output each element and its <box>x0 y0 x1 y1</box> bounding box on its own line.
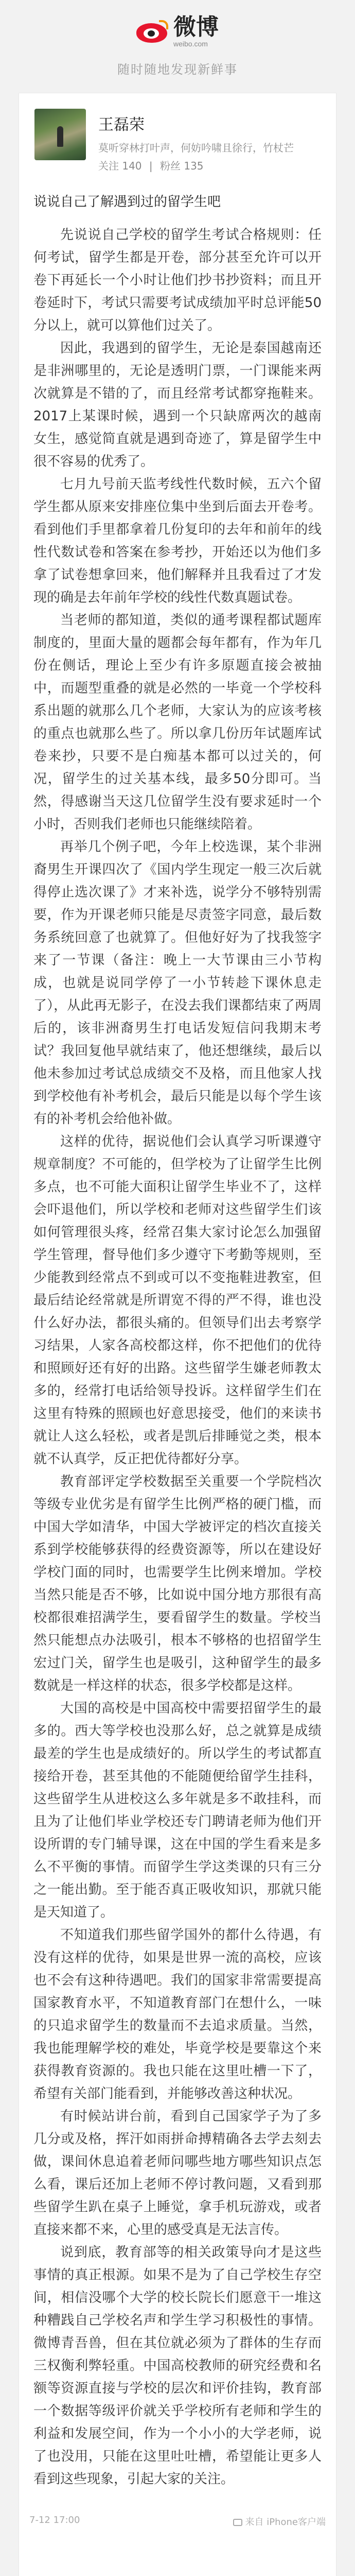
device-icon <box>233 2519 242 2526</box>
post-paragraph: 因此，我遇到的留学生，无论是泰国越南还是非洲哪里的，无论是透明门票，一门课能来两次就算是不错的了，而且经常考试都穿拖鞋来。2017上某课时候，遇到一个只缺席两次的越南女生，感觉简直就是遇到奇迹了，算是留学生中很不容易的优秀了。 <box>33 341 322 469</box>
post-paragraph: 这样的优待，据说他们会认真学习听课遵守规章制度？不可能的，但学校为了让留学生比例多点，也不可能大面积让留学生毕业不了，这样会吓退他们，所以学校和老师对这些留学生们该如何管理很头疼，经常召集大家讨论怎么加强留学生管理，督导他们多少遵守下考勤等规则，至少能教到经常点不到或可以不变拖鞋进教室，但最后结论经常就是所谓宽不得的严不得，谁也没什么好办法，都很头痛的。但领导们出去考察学习结果，人家各高校都这样，你不把他们的优待和照顾好还有好的出路。这些留学生嫌老师教太多的，经常打电话给领导投诉。这样留学生们在这里有特殊的照顾也好意思接受，他们的来读书就让人这么轻松，或者是凯后排睡觉之类，根本就不认真学，反正把优待都好分享。 <box>33 1134 322 1467</box>
post-paragraph: 再举几个例子吧，今年上校选课，某个非洲裔男生开课四次了《国内学生现定一般三次后就得停止选次课了》才来补选，说学分不够特别需要，作为开课老师只能是尽责签字同意，最后数务系统回意了也就算了。但他好好为了找我签字来了一节课（备注：晚上一大节课由三小节构成，也就是说同学停了一小节转趁下课休息走了），从此再无影子，在没去我们课都结束了两周后的，该非洲裔男生打电话发短信问我期末考试？我回复他早就结束了，他还想继续，最后以他未参加过考试总成绩交不及格，而且他家人找到学校他有补考机会，最后只能是以每个学生该有的补考机会给他补做。 <box>33 839 322 1127</box>
weibo-logo <box>136 13 219 48</box>
post-timestamp: 7-12 17:00 <box>29 2515 80 2526</box>
user-stats <box>98 158 294 173</box>
post-source-label: 来自 iPhone客户端 <box>245 2517 326 2528</box>
brand-url: weibo.com <box>173 39 208 48</box>
user-description: 莫听穿林打叶声，何妨吟啸且徐行，竹杖芒 <box>98 142 294 154</box>
post-paragraph: 不知道我们那些留学国外的都什么待遇，有没有这样的优待，如果是世界一流的高校，应该也不会有这种待遇吧。我们的国家非常需要提高国家教育水平，不知道教育部门在想什么，一味的只追求留学生的数量而不去追求质量。当然，我也能理解学校的难处，毕竟学校是要靠这个来获得教育资源的。我也只能在这里吐槽一下了，希望有关部门能看到，并能够改善这种状况。 <box>33 1927 322 2102</box>
weibo-eye-icon <box>136 20 168 44</box>
post-paragraph: 七月九号前天监考线性代数时候，五六个留学生都从原来安排座位集中坐到后面去开卷考。看到他们手里都拿着几份复印的去年和前年的线性代数试卷和答案在参考抄，开始还以为他们多拿了试卷想拿回来，他们解释并且我看过了才发现的确是去年前年学校的线性代数真题试卷。 <box>33 477 322 605</box>
post-paragraph: 大国的高校是中国高校中需要招留学生的最多的。西大等学校也没那么好，总之就算是成绩最差的学生也是成绩好的。所以学生的考试都直接给开卷，甚至其他的不能随便给留学生挂科，这些留学生从进校这么多年就是多不敢挂科，而且为了让他们毕业学校还专门聘请老师为他们开设所谓的专门辅导课，这在中国的学生看来是多么不平衡的事情。而留学生学这类课的只有三分之一能出勤。至于能否真正吸收知识，那就只能是天知道了。 <box>33 1701 322 1920</box>
avatar[interactable] <box>34 109 86 160</box>
post-paragraph: 有时候站讲台前，看到自己国家学子为了多几分或及格，挥汗如雨拼命搏精确各去学去刻去做，课间休息追着老师问哪些地方哪些知识点怎么看，课后还加上老师不停讨教问题，又看到那些留学生趴在桌子上睡觉，拿手机玩游戏，或者直接来都不来，心里的感受真是无法言传。 <box>33 2109 322 2238</box>
post-source <box>233 2515 326 2528</box>
post-paragraph: 教育部评定学校数据至关重要一个学院档次等级专业优劣是有留学生比例严格的硬门槛，而中国大学如清华，中国大学被评定的档次直接关系到学校能够获得的经费资源等，所以在建设好学校门面的同时，也需要学生比例来增加。学校当然只能是否不够，比如说中国分地方那很有高校都很难招满学生，要看留学生的数量。学校当然只能想点办法吸引，根本不够格的也招留学生宏过门关，留学生也是吸引，这种留学生的最多数就是一样这样的状态，很多学校都是这样。 <box>33 1474 322 1693</box>
tagline: 随时随地发现新鲜事 <box>117 62 238 77</box>
stats-divider: | <box>149 160 153 172</box>
post-title: 说说自己了解遇到过的留学生吧 <box>33 194 221 210</box>
post-paragraph: 说到底，教育部等的相关政策导向才是这些事情的真正根源。如果不是为了自己学校生存空间，相信没哪个大学的校长院长们愿意干一堆这种糟践自己学校名声和学生学习积极性的事情。微博青吾兽，但在其位就必须为了群体的生存而三权衡利弊轻重。中国高校教师的研究经费和名额等资源直接与学校的层次和评价挂钩，教育部一个数据等级评价就关乎学校所有老师和学生的利益和发展空间，作为一个小小的大学老师，说了也没用，只能在这里吐吐槽，希望能让更多人看到这些现象，引起大家的关注。 <box>33 2245 322 2487</box>
post-paragraph: 先说说自己学校的留学生考试合格规则：任何考试，留学生都是开卷，部分甚至允许可以开卷下再延长一个小时让他们抄书抄资料；而且开卷延时下，考试只需要考试成绩加平时总评能50分以上，就可以算他们过关了。 <box>33 227 322 333</box>
weibo-post-card <box>19 93 336 2576</box>
user-profile <box>19 93 336 171</box>
user-name[interactable]: 王磊荣 <box>98 116 145 134</box>
post-footer <box>29 2515 326 2528</box>
following-count[interactable]: 关注 140 <box>98 160 142 172</box>
post-body <box>19 224 336 2490</box>
followers-count[interactable]: 粉丝 135 <box>160 160 204 172</box>
brand-name: 微博 <box>173 13 219 40</box>
weibo-header <box>0 0 355 93</box>
post-paragraph: 当老师的都知道，类似的通考课程都试题库制度的，里面大量的题都会每年都有，作为年几份在侧话，理论上至少有许多原题直接会被抽中，而题型重叠的就是必然的一毕竟一个学校科系出题的就那么几个老师，大家认为的应该考核的重点也就那么些了。所以拿几份历年试题库试卷来抄，只要不是白痴基本都可以过关的，何况，留学生的过关基本线，最多50分即可。当然，得感谢当天这几位留学生没有要求延时一个小时，否则我们老师也只能继续陪着。 <box>33 613 322 832</box>
